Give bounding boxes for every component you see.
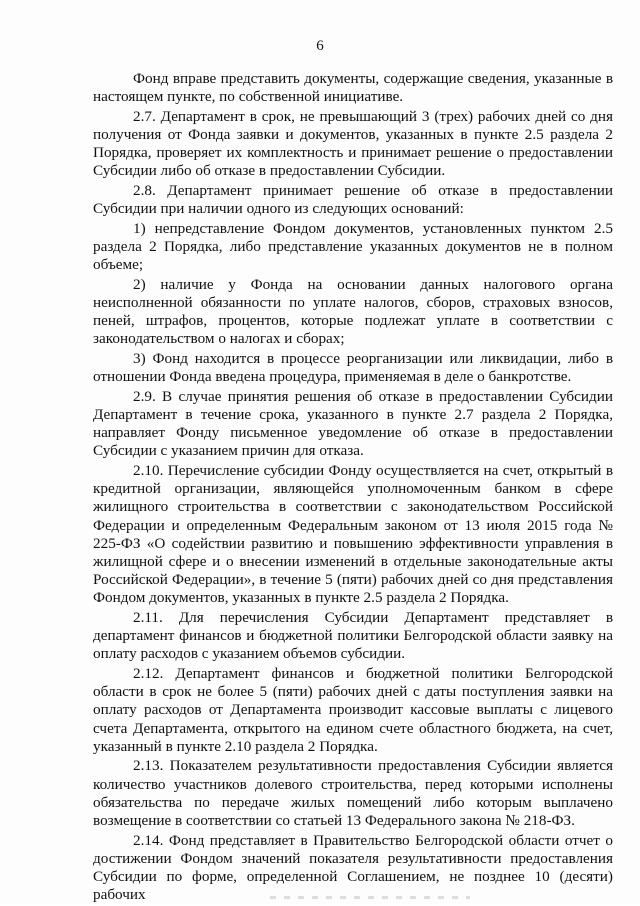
- paragraph-2-10: 2.10. Перечисление субсидии Фонду осуществляется на счет, открытый в кредитной организации, являющейся уполномоченным банком в сфере жилищного строительства в соответствии с законодательством Российской Федерации и определенным Федеральным законом от 13 июля 2015 года № 225-ФЗ «О содействии развитию и повышению эффективности управления в жилищной сфере и о внесении изменений в отдельные законодательные акты Российской Федерации», в течение 5 (пяти) рабочих дней со дня представления Фондом документов, указанных в пункте 2.5 раздела 2 Порядка.: [93, 462, 613, 607]
- paragraph-2-7: 2.7. Департамент в срок, не превышающий 3 (трех) рабочих дней со дня получения от Фонда заявки и документов, указанных в пункте 2.5 раздела 2 Порядка, проверяет их комплектность и принимает решение о предоставлении Субсидии либо об отказе в предоставлении Субсидии.: [93, 107, 613, 180]
- scan-artifact: [270, 896, 470, 899]
- paragraph-2-8: 2.8. Департамент принимает решение об отказе в предоставлении Субсидии при наличии одного из следующих оснований:: [93, 182, 613, 218]
- paragraph-2-14: 2.14. Фонд представляет в Правительство Белгородской области отчет о достижении Фондом значений показателя результативности предоставления Субсидии по форме, определенной Соглашением, не позднее 10 (десяти) рабочих: [93, 831, 613, 904]
- paragraph-2-12: 2.12. Департамент финансов и бюджетной политики Белгородской области в срок не более 5 (пяти) рабочих дней с даты поступления заявки на оплату расходов от Департамента производит кассовые выплаты с лицевого счета Департамента, открытого на едином счете областного бюджета, на счет, указанный в пункте 2.10 раздела 2 Порядка.: [93, 665, 613, 755]
- paragraph-2-9: 2.9. В случае принятия решения об отказе в предоставлении Субсидии Департамент в течение срока, указанного в пункте 2.7 раздела 2 Порядка, направляет Фонду письменное уведомление об отказе в предоставлении Субсидии с указанием причин для отказа.: [93, 387, 613, 460]
- paragraph-2-11: 2.11. Для перечисления Субсидии Департамент представляет в департамент финансов и бюджетной политики Белгородской области заявку на оплату расходов с указанием объемов субсидии.: [93, 609, 613, 663]
- page-number: 6: [316, 38, 324, 54]
- list-item-3: 3) Фонд находится в процессе реорганизации или ликвидации, либо в отношении Фонда введена процедура, применяемая в деле о банкротстве.: [93, 350, 613, 386]
- paragraph-2-13: 2.13. Показателем результативности предоставления Субсидии является количество участников долевого строительства, перед которыми исполнены обязательства по передаче жилых помещений либо которым выплачено возмещение в соответствии со статьей 13 Федерального закона № 218-ФЗ.: [93, 757, 613, 830]
- list-item-1: 1) непредставление Фондом документов, установленных пунктом 2.5 раздела 2 Порядка, либо представление указанных документов не в полном объеме;: [93, 219, 613, 274]
- paragraph-fund-documents: Фонд вправе представить документы, содержащие сведения, указанные в настоящем пункте, по собственной инициативе.: [93, 70, 613, 106]
- list-item-2: 2) наличие у Фонда на основании данных налогового органа неисполненной обязанности по уплате налогов, сборов, страховых взносов, пеней, штрафов, процентов, которые подлежат уплате в соответствии с законодательством о налогах и сборах;: [93, 275, 613, 348]
- document-body: [93, 70, 613, 906]
